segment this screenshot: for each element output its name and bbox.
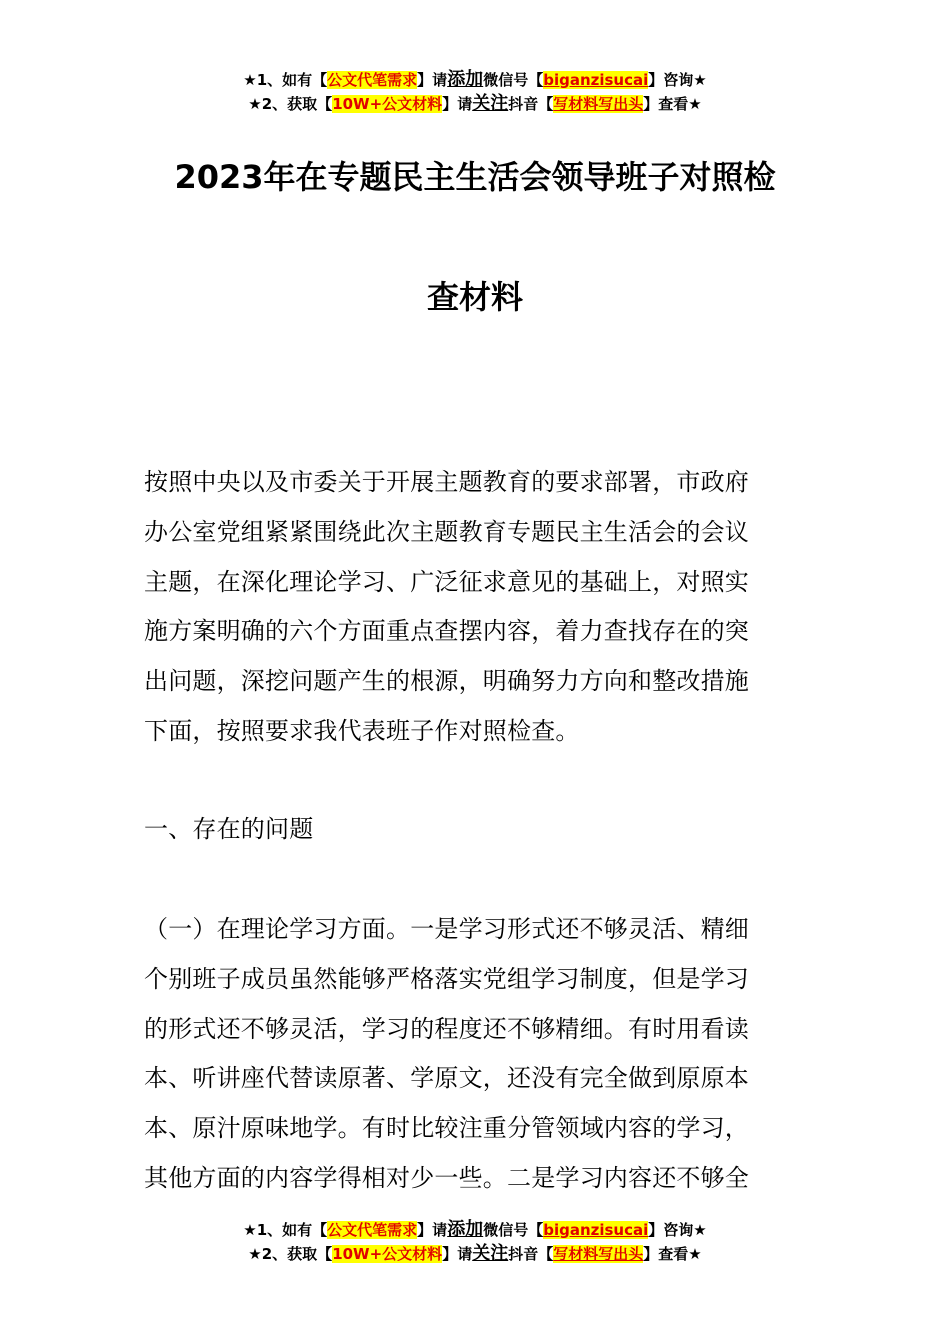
text: 】请 (442, 1245, 473, 1263)
line: 主题，在深化理论学习、广泛征求意见的基础上，对照实 (144, 567, 749, 596)
banner-line-2 (0, 1242, 950, 1266)
text: 】请 (417, 71, 448, 89)
line: 本、原汁原味地学。有时比较注重分管领域内容的学习， (144, 1114, 749, 1143)
text: 添加 (447, 69, 484, 90)
text: 】咨询★ (648, 71, 707, 89)
banner-line-1 (0, 68, 950, 92)
text: 】咨询★ (648, 1221, 707, 1239)
line: （一）在理论学习方面。一是学习形式还不够灵活、精细 (144, 915, 749, 943)
highlight: 公文代笔需求 (327, 1221, 418, 1239)
douyin-id: 写材料写出头 (553, 1245, 644, 1263)
douyin-id: 写材料写出头 (553, 95, 644, 113)
bottom-banner (0, 1218, 950, 1266)
text: 】请 (442, 95, 473, 113)
text: 微信号【 (483, 71, 544, 89)
top-banner (0, 68, 950, 116)
line: 下面，按照要求我代表班子作对照检查。 (144, 716, 580, 745)
highlight: 10W+公文材料 (332, 1245, 443, 1263)
line: 出问题，深挖问题产生的根源，明确努力方向和整改措施 (144, 667, 749, 696)
line: 本、听讲座代替读原著、学原文，还没有完全做到原原本 (144, 1064, 749, 1093)
highlight: 10W+公文材料 (332, 95, 443, 113)
line: 施方案明确的六个方面重点查摆内容，着力查找存在的突 (144, 617, 749, 646)
text: 抖音【 (508, 1245, 554, 1263)
highlight: 公文代笔需求 (327, 71, 418, 89)
doc-title-line-2: 查材料 (426, 278, 523, 316)
text: 】请 (417, 1221, 448, 1239)
line: 个别班子成员虽然能够严格落实党组学习制度，但是学习 (144, 964, 749, 993)
body-paragraph (144, 905, 809, 1204)
text: ★2、获取【 (248, 1245, 333, 1263)
text: ★1、如有【 (243, 71, 328, 89)
section-heading: 一、存在的问题 (144, 815, 314, 843)
text: 】查看★ (643, 1245, 702, 1263)
text: 关注 (472, 93, 509, 114)
wechat-id: biganzisucai (543, 71, 649, 89)
wechat-id: biganzisucai (543, 1221, 649, 1239)
text: 添加 (447, 1219, 484, 1240)
text: ★1、如有【 (243, 1221, 328, 1239)
line: 其他方面的内容学得相对少一些。二是学习内容还不够全 (144, 1163, 749, 1192)
doc-title-line-1: 2023年在专题民主生活会领导班子对照检 (174, 158, 776, 196)
text: 微信号【 (483, 1221, 544, 1239)
line: 按照中央以及市委关于开展主题教育的要求部署，市政府 (144, 468, 749, 496)
text: 】查看★ (643, 95, 702, 113)
text: 关注 (472, 1243, 509, 1264)
text: ★2、获取【 (248, 95, 333, 113)
text: 抖音【 (508, 95, 554, 113)
line: 办公室党组紧紧围绕此次主题教育专题民主生活会的会议 (144, 517, 749, 546)
intro-paragraph (144, 458, 809, 757)
line: 的形式还不够灵活，学习的程度还不够精细。有时用看读 (144, 1014, 749, 1043)
banner-line-1 (0, 1218, 950, 1242)
banner-line-2 (0, 92, 950, 116)
